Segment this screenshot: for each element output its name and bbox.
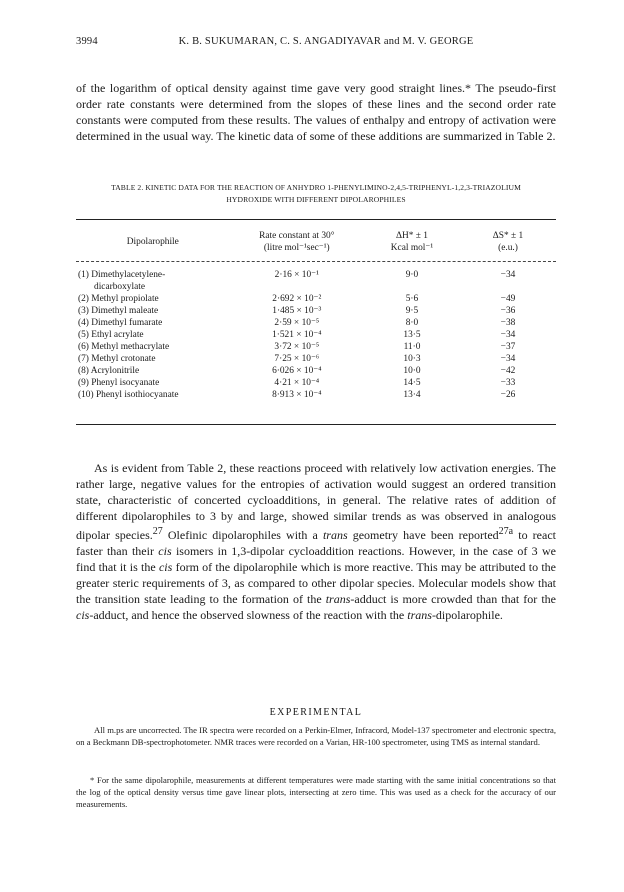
cell-rate: 2·16 × 10⁻¹	[274, 270, 319, 280]
cell-entropy: −38	[500, 318, 516, 328]
cell-dipolarophile: (10) Phenyl isothiocyanate	[78, 390, 179, 400]
cell-dipolarophile: (8) Acrylonitrile	[78, 366, 140, 376]
cell-entropy: −34	[500, 354, 516, 364]
page-number: 3994	[76, 36, 98, 47]
cell-enthalpy: 11·0	[403, 342, 421, 352]
table-row	[76, 329, 556, 341]
cell-dipolarophile: (9) Phenyl isocyanate	[78, 378, 160, 388]
reference-marker: 27	[152, 526, 163, 537]
cell-enthalpy: 8·0	[405, 318, 419, 328]
col-header-enthalpy: ΔH* ± 1 Kcal mol⁻¹	[390, 231, 434, 253]
cell-rate: 4·21 × 10⁻⁴	[274, 378, 320, 388]
cell-entropy: −33	[500, 378, 516, 388]
cell-rate: 6·026 × 10⁻⁴	[272, 366, 322, 376]
cell-entropy: −34	[500, 330, 516, 340]
cell-rate: 8·913 × 10⁻⁴	[272, 390, 322, 400]
cell-entropy: −42	[500, 366, 516, 376]
cell-enthalpy: 10·3	[403, 354, 421, 364]
col-header-dipolarophile: Dipolarophile	[126, 237, 179, 247]
table-top-rule	[76, 219, 556, 220]
kinetic-data-table	[76, 224, 556, 401]
cell-dipolarophile: (6) Methyl methacrylate	[78, 342, 170, 352]
table-row	[76, 341, 556, 353]
col-header-entropy: ΔS* ± 1 (e.u.)	[492, 231, 524, 253]
header-authors: K. B. SUKUMARAN, C. S. ANGADIYAVAR and M. V. GEORGE	[178, 36, 474, 47]
table-row	[76, 377, 556, 389]
table-bottom-rule	[76, 424, 556, 425]
cell-entropy: −34	[500, 270, 516, 280]
cell-entropy: −37	[500, 342, 516, 352]
cell-dipolarophile: (3) Dimethyl maleate	[78, 306, 159, 316]
reference-marker: 27a	[498, 526, 514, 537]
cell-dipolarophile: (4) Dimethyl fumarate	[78, 318, 163, 328]
cell-entropy: −36	[500, 306, 516, 316]
table-row	[76, 365, 556, 377]
cell-enthalpy: 14·5	[403, 378, 421, 388]
table-row	[76, 305, 556, 317]
table-caption-line2: HYDROXIDE WITH DIFFERENT DIPOLAROPHILES	[226, 195, 406, 204]
running-header	[76, 36, 576, 52]
cell-rate: 1·485 × 10⁻³	[272, 306, 322, 316]
cell-enthalpy: 5·6	[405, 294, 419, 304]
table-caption-line1: TABLE 2. KINETIC DATA FOR THE REACTION OF ANHYDRO 1-PHENYLIMINO-2,4,5-TRIPHENYL-1,2,3-TRIAZOLIUM	[111, 183, 521, 192]
cell-enthalpy: 10·0	[403, 366, 421, 376]
cell-enthalpy: 9·0	[405, 270, 419, 280]
footnote: * For the same dipolarophile, measurements at different temperatures were made starting with the same initial concentrations so that the log of the optical density versus time gave linear plots, intersecting at zero time. This was used as a check for the accuracy of our measurements.	[76, 775, 556, 809]
cell-dipolarophile: (5) Ethyl acrylate	[78, 330, 144, 340]
table-row	[76, 389, 556, 401]
cell-enthalpy: 9·5	[405, 306, 419, 316]
cell-enthalpy: 13·4	[403, 390, 421, 400]
cell-entropy: −26	[500, 390, 516, 400]
col-header-rate: Rate constant at 30° (litre mol⁻¹sec⁻¹)	[259, 231, 335, 253]
cell-rate: 2·692 × 10⁻²	[272, 294, 322, 304]
table-caption	[76, 182, 556, 206]
cell-dipolarophile: (1) Dimethylacetylene- dicarboxylate	[78, 270, 166, 292]
cell-entropy: −49	[500, 294, 516, 304]
cell-rate: 2·59 × 10⁻⁵	[274, 318, 320, 328]
section-heading-experimental: EXPERIMENTAL	[269, 707, 363, 718]
cell-rate: 3·72 × 10⁻⁵	[274, 342, 320, 352]
paragraph-discussion: As is evident from Table 2, these reactions proceed with relatively low activation energies. The rather large, negative values for the entropies of activation would suggest an ordered transition state, characteristic of concerted cycloadditions, in general. The relative rates of addition of different dipolarophiles to 3 by and large, showed similar trends as was observed in analogous dipolar species.$^{27}$ Olefinic dipolarophiles with a trans geometry have been reported$^{27a}$ to react faster than their cis isomers in 1,3-dipolar cycloaddition reactions. However, in the case of 3 we find that it is the cis form of the dipolarophile which is more reactive. This may be attributed to the greater steric requirements of 3, as compared to other dipolar species. Molecular models show that the transition state leading to the formation of the trans-adduct is more crowded than that for the cis-adduct, and hence the observed slowness of the reaction with the trans-dipolarophile.	[76, 461, 556, 622]
cell-dipolarophile: (2) Methyl propiolate	[78, 294, 159, 304]
experimental-text: All m.ps are uncorrected. The IR spectra were recorded on a Perkin-Elmer, Infracord, Model-137 spectrometer and electronic spectra, on a Beckmann DB-spectrophotometer. NMR traces were recorded on a Varian, HR-100 spectrometer, using TMS as internal standard.	[76, 725, 556, 747]
cell-enthalpy: 13·5	[403, 330, 421, 340]
table-row	[76, 260, 556, 293]
cell-dipolarophile: (7) Methyl crotonate	[78, 354, 156, 364]
cell-rate: 1·521 × 10⁻⁴	[272, 330, 322, 340]
paragraph-intro: of the logarithm of optical density against time gave very good straight lines.* The pseudo-first order rate constants were determined from the slopes of these lines and the second order rate constants were computed from these results. The values of enthalpy and entropy of activation were determined in the usual way. The kinetic data of some of these additions are summarized in Table 2.	[76, 81, 556, 143]
cell-rate: 7·25 × 10⁻⁶	[274, 354, 320, 364]
table-row	[76, 293, 556, 305]
table-row	[76, 317, 556, 329]
table-row	[76, 353, 556, 365]
